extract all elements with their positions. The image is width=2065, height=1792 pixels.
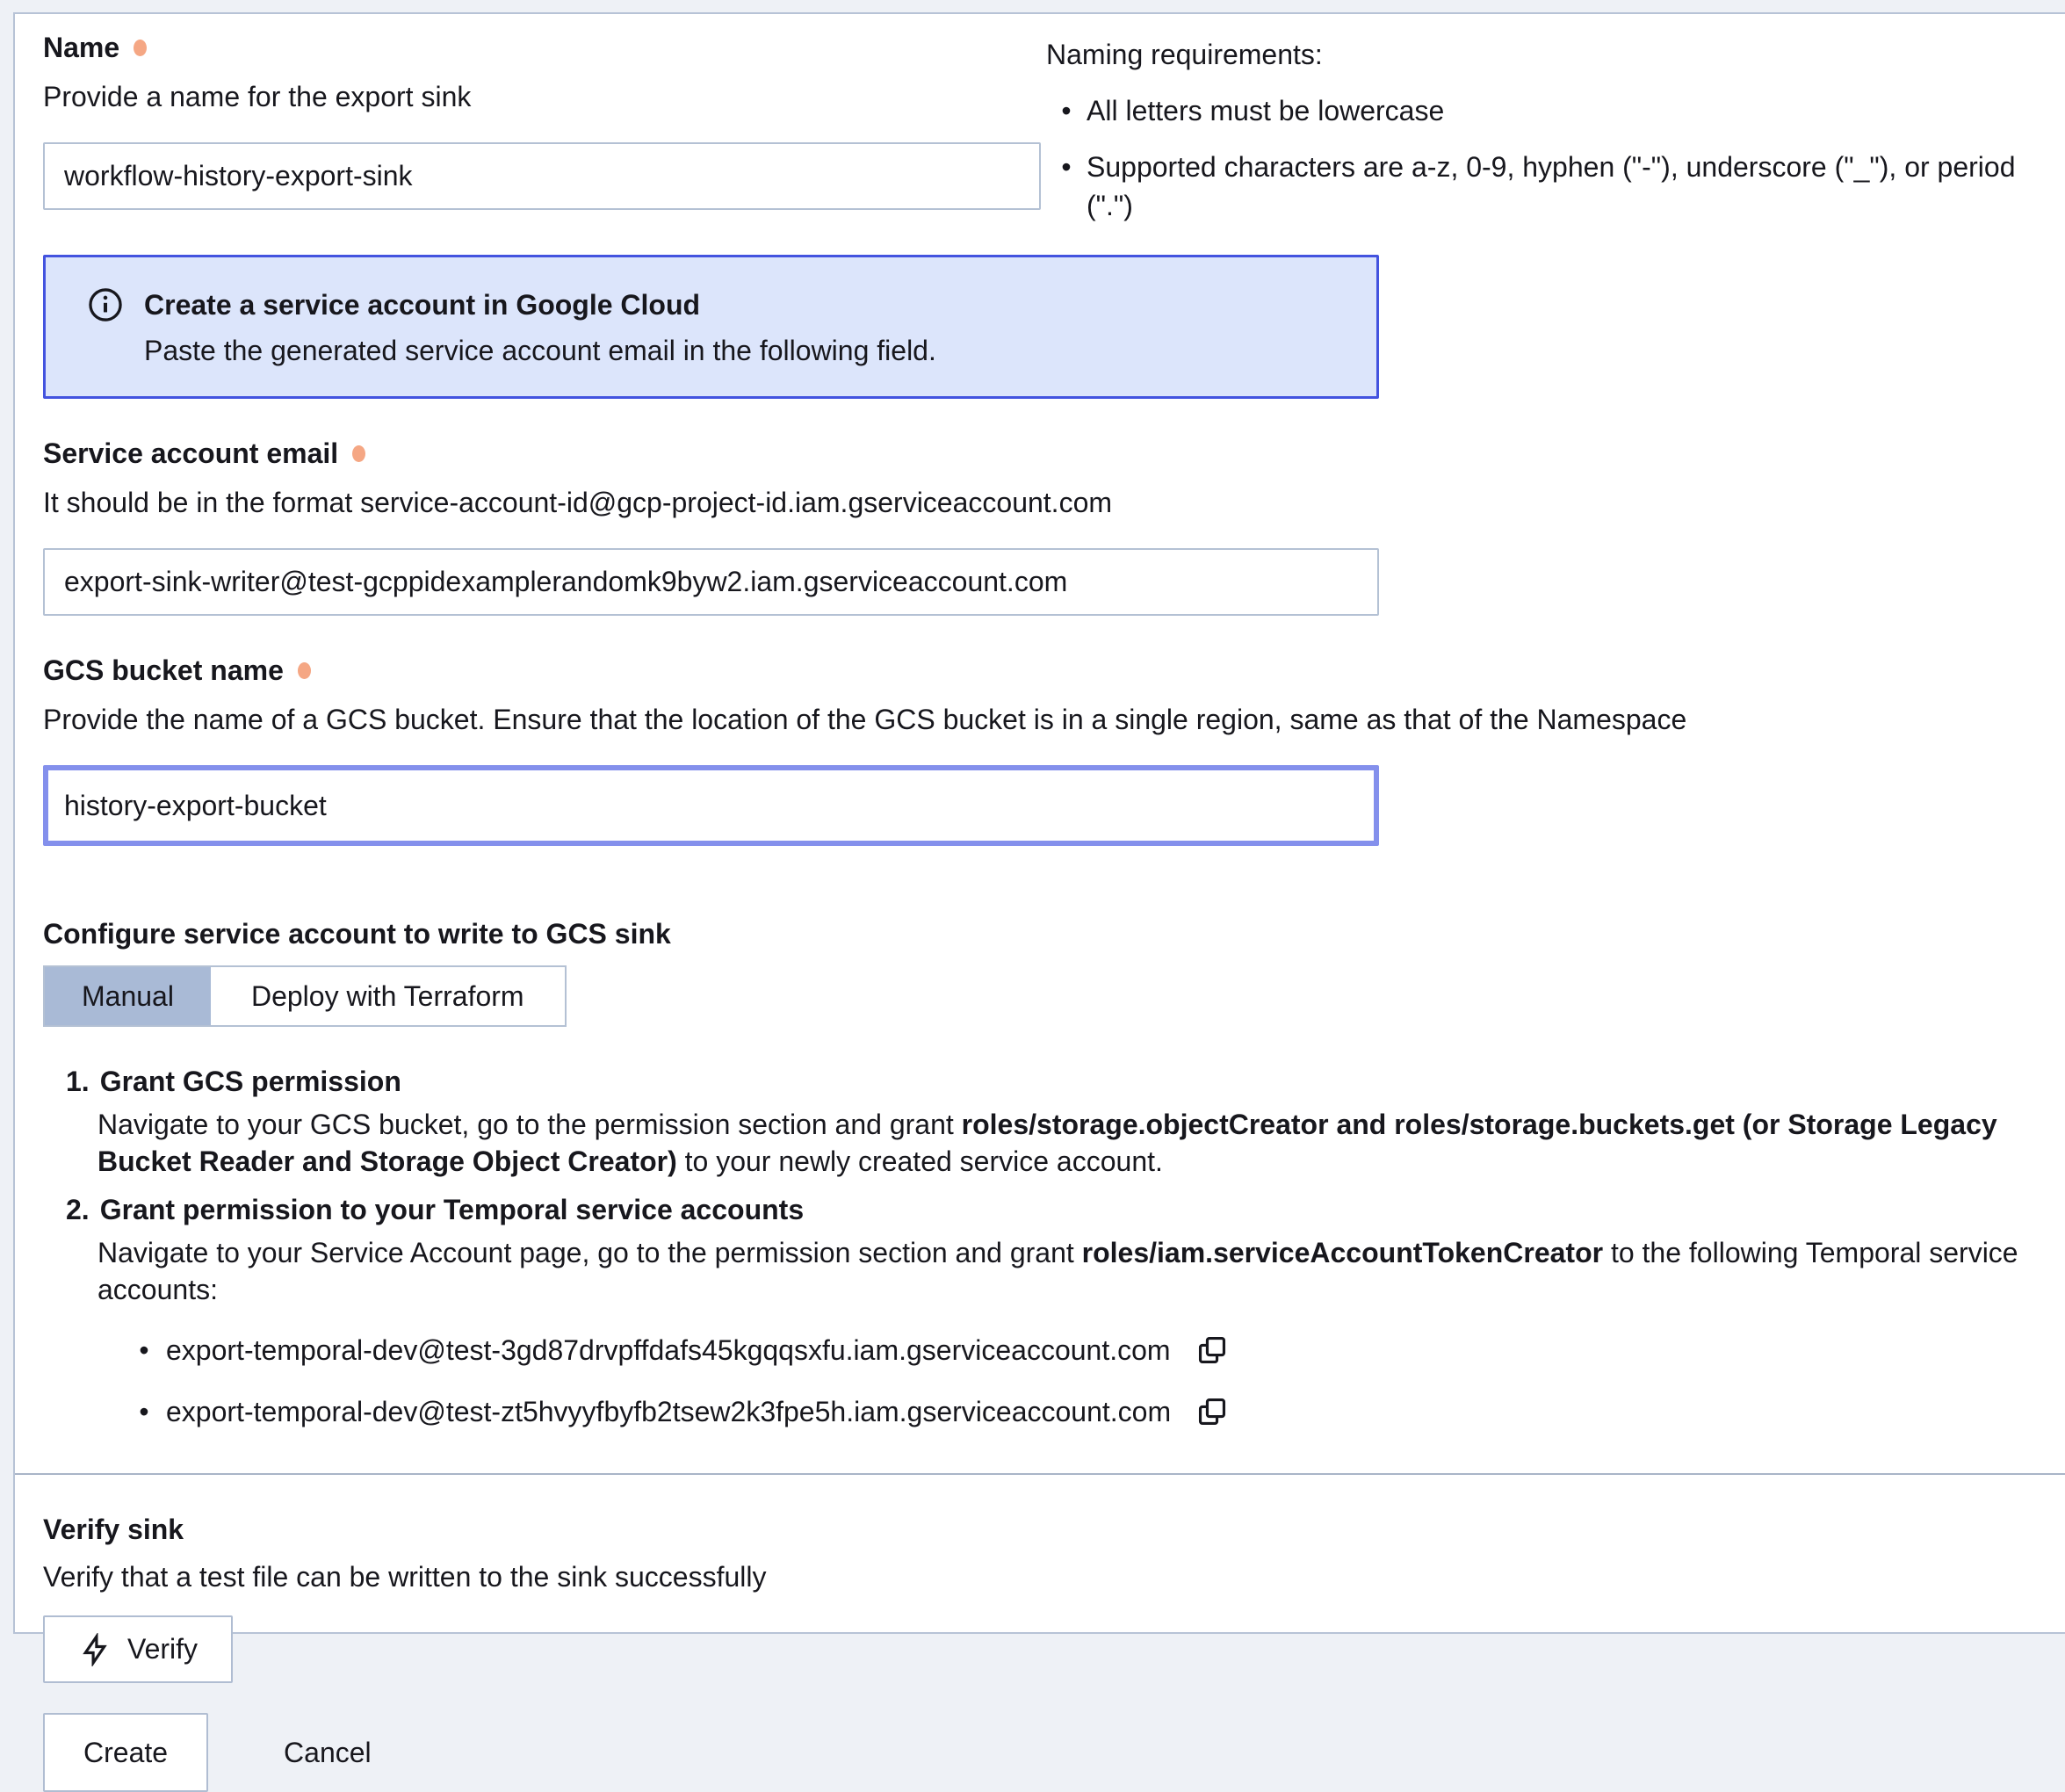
step-body (97, 1106, 2030, 1180)
naming-requirement-text: All letters must be lowercase (1087, 91, 1444, 130)
required-indicator (134, 40, 147, 56)
name-label-row (43, 28, 1044, 67)
service-account-field-group (43, 434, 2040, 616)
bullet-icon: • (124, 1331, 164, 1369)
form-actions (43, 1713, 2040, 1792)
temporal-service-account-email: export-temporal-dev@test-3gd87drvpffdafs45kgqqsxfu.iam.gserviceaccount.com (166, 1331, 1171, 1369)
tab-manual[interactable]: Manual (45, 967, 211, 1025)
step-body-bold: roles/storage.objectCreator and roles/storage.buckets.get (or Storage Legacy Bucket Reader and Storage Object Creator) (97, 1109, 1997, 1177)
copy-button[interactable] (1195, 1333, 1229, 1367)
verify-button[interactable] (43, 1615, 233, 1683)
info-banner-text (144, 284, 936, 370)
step-body-text: Navigate to your GCS bucket, go to the permission section and grant (97, 1109, 962, 1140)
service-account-label: Service account email (43, 434, 338, 473)
step-title-row (66, 1190, 2040, 1229)
step-body (97, 1234, 2030, 1308)
list-item (1046, 148, 2040, 225)
step-number: 1. (66, 1062, 90, 1101)
bucket-field-group (43, 651, 2040, 846)
step-number: 2. (66, 1190, 90, 1229)
verify-sink-title: Verify sink (43, 1510, 2040, 1549)
bullet-icon: • (1046, 91, 1087, 130)
verify-button-label: Verify (127, 1633, 198, 1666)
step-body-text: to your newly created service account. (677, 1145, 1163, 1177)
copy-icon (1195, 1395, 1229, 1428)
list-item (124, 1392, 2040, 1431)
bullet-icon: • (1046, 148, 1087, 225)
cancel-button[interactable]: Cancel (249, 1713, 407, 1792)
service-account-label-row (43, 434, 2040, 473)
verify-sink-description: Verify that a test file can be written to the sink successfully (43, 1557, 2040, 1596)
name-field-group (43, 28, 1044, 225)
step-title: Grant permission to your Temporal service accounts (100, 1190, 804, 1229)
list-item (1046, 91, 2040, 130)
info-banner-title: Create a service account in Google Cloud (144, 284, 936, 326)
step-grant-temporal-permission (66, 1190, 2040, 1308)
configure-tab-group (43, 965, 567, 1027)
list-item (124, 1331, 2040, 1369)
service-account-info-banner (43, 255, 1379, 399)
copy-button[interactable] (1195, 1395, 1229, 1428)
copy-icon (1195, 1333, 1229, 1367)
gcs-bucket-name-input[interactable] (43, 765, 1379, 846)
export-sink-form-panel (13, 12, 2065, 1634)
configure-section-title: Configure service account to write to GCS sink (43, 914, 2040, 953)
name-label: Name (43, 28, 119, 67)
bucket-description: Provide the name of a GCS bucket. Ensure that the location of the GCS bucket is in a single region, same as that of the Namespace (43, 700, 2040, 739)
bullet-icon: • (124, 1392, 164, 1431)
bucket-label-row (43, 651, 2040, 690)
sink-name-input[interactable] (43, 142, 1041, 210)
step-title-row (66, 1062, 2040, 1101)
naming-requirements (1046, 28, 2040, 225)
step-title: Grant GCS permission (100, 1062, 401, 1101)
service-account-description: It should be in the format service-account-id@gcp-project-id.iam.gserviceaccount.com (43, 483, 2040, 522)
step-body-text: Navigate to your Service Account page, go to the permission section and grant (97, 1237, 1082, 1268)
step-grant-gcs-permission (66, 1062, 2040, 1180)
required-indicator (352, 445, 365, 462)
step-body-text: to the following Temporal service accounts: (97, 1237, 2018, 1305)
bucket-label: GCS bucket name (43, 651, 284, 690)
create-button[interactable]: Create (43, 1713, 208, 1792)
section-divider (15, 1473, 2065, 1475)
required-indicator (298, 662, 311, 679)
name-row (43, 28, 2040, 225)
info-circle-icon (86, 285, 125, 370)
lightning-icon (78, 1633, 112, 1666)
tab-deploy-with-terraform[interactable]: Deploy with Terraform (211, 967, 565, 1025)
info-banner-subtitle: Paste the generated service account email in the following field. (144, 331, 936, 370)
temporal-service-account-email: export-temporal-dev@test-zt5hvyyfbyfb2tsew2k3fpe5h.iam.gserviceaccount.com (166, 1392, 1171, 1431)
service-account-email-input[interactable] (43, 548, 1379, 616)
step-body-bold: roles/iam.serviceAccountTokenCreator (1082, 1237, 1603, 1268)
naming-requirement-text: Supported characters are a-z, 0-9, hyphen ("-"), underscore ("_"), or period (".") (1087, 148, 2040, 225)
naming-requirements-title: Naming requirements: (1046, 35, 2040, 74)
name-description: Provide a name for the export sink (43, 77, 1044, 116)
temporal-service-account-list (124, 1331, 2040, 1431)
